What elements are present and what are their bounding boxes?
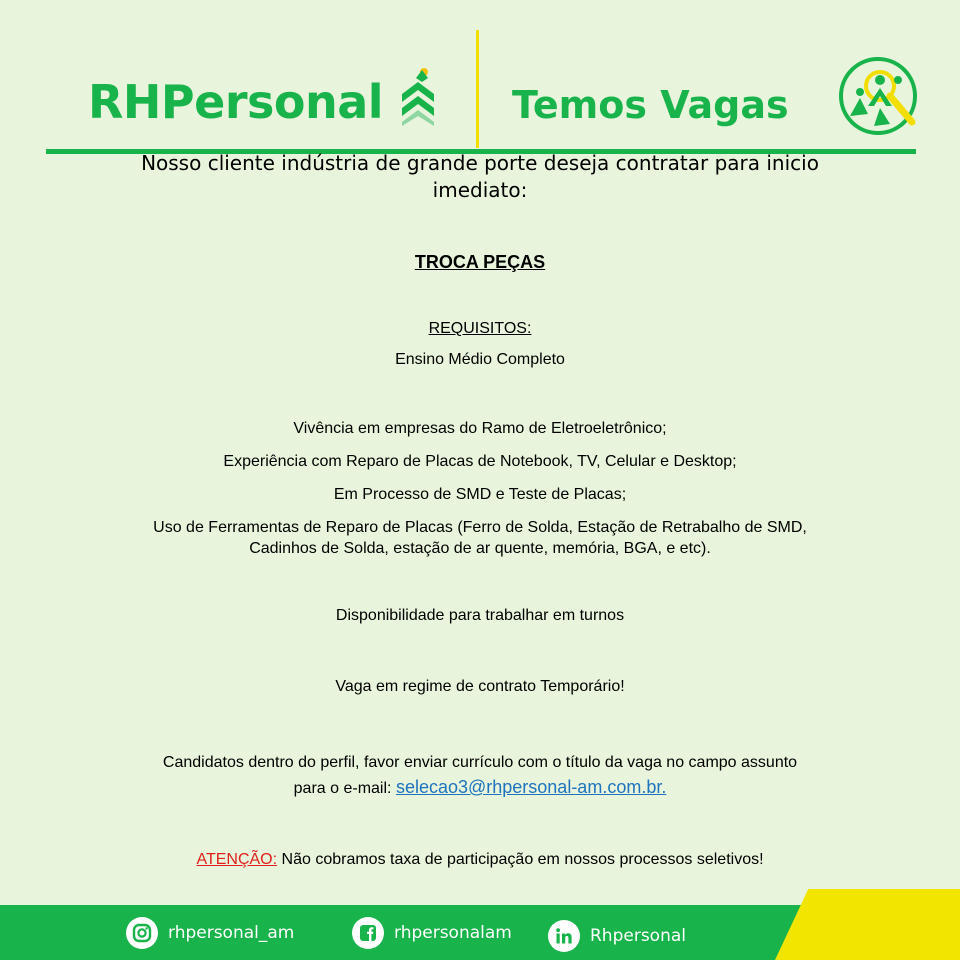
- requirement-item: Uso de Ferramentas de Reparo de Placas (Ferro de Solda, Estação de Retrabalho de SMD, Cadinhos de Solda, estação de ar quente, memória, BGA, e etc).: [153, 519, 807, 557]
- header-divider: [476, 30, 479, 148]
- facebook-icon: [352, 917, 384, 949]
- attention-notice: [100, 849, 860, 870]
- email-link[interactable]: selecao3@rhpersonal-am.com.br.: [395, 777, 667, 797]
- header: [0, 0, 960, 160]
- people-search-icon: [838, 56, 922, 140]
- linkedin-icon: [548, 920, 580, 952]
- facebook-handle: rhpersonalam: [394, 923, 512, 943]
- apply-instructions: [100, 751, 860, 801]
- availability-text: Disponibilidade para trabalhar em turnos: [335, 607, 625, 624]
- requirement-item: Vivência em empresas do Ramo de Eletroeletrônico;: [293, 420, 667, 437]
- facebook-link[interactable]: [352, 917, 512, 949]
- linkedin-handle: Rhpersonal: [590, 926, 686, 946]
- job-post: [100, 150, 860, 870]
- footer-yellow-accent: [775, 889, 960, 960]
- instagram-icon: [126, 917, 158, 949]
- intro-text: Nosso cliente indústria de grande porte deseja contratar para inicio imediato:: [141, 151, 819, 202]
- apply-text: Candidatos dentro do perfil, favor enviar currículo com o título da vaga no campo assunto para o e-mail:: [162, 754, 798, 797]
- education-requirement: Ensino Médio Completo: [395, 351, 565, 368]
- requirement-item: Em Processo de SMD e Teste de Placas;: [333, 486, 627, 503]
- brand-logo-text: RHPersonal: [88, 75, 384, 129]
- job-title: TROCA PEÇAS: [414, 252, 546, 272]
- attention-label: ATENÇÃO:: [196, 851, 278, 868]
- instagram-handle: rhpersonal_am: [168, 923, 295, 943]
- attention-text: Não cobramos taxa de participação em nossos processos seletivos!: [281, 851, 764, 868]
- footer: [0, 905, 960, 960]
- contract-text: Vaga em regime de contrato Temporário!: [335, 678, 625, 695]
- linkedin-link[interactable]: [548, 920, 686, 952]
- requirement-item: Experiência com Reparo de Placas de Notebook, TV, Celular e Desktop;: [223, 453, 737, 470]
- brand-chevron-icon: [398, 64, 438, 128]
- instagram-link[interactable]: [126, 917, 294, 949]
- requirements-heading: REQUISITOS:: [428, 320, 532, 337]
- headline: Temos Vagas: [512, 83, 789, 127]
